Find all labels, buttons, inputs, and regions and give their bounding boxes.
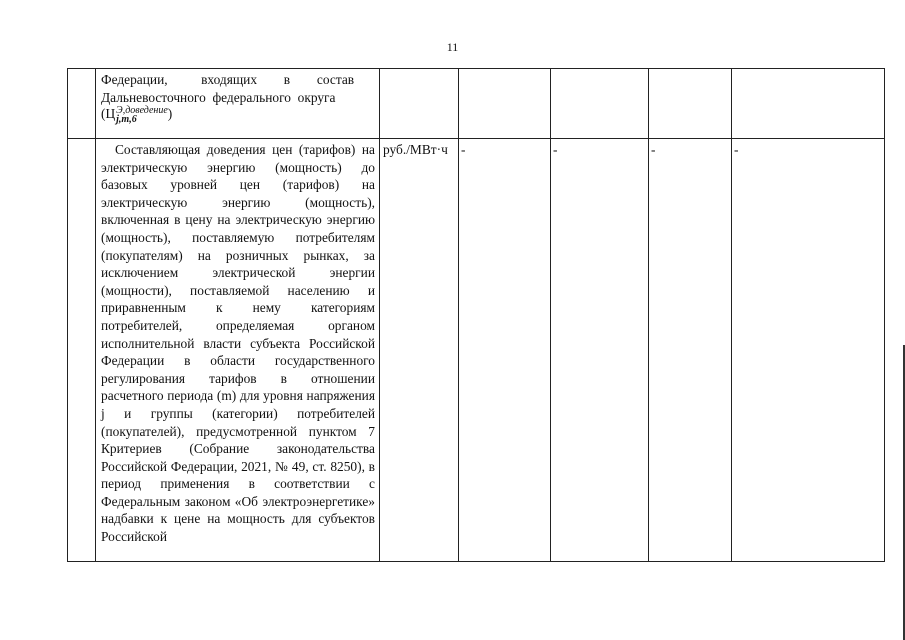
value-cell bbox=[459, 69, 551, 139]
value-text: - bbox=[734, 142, 739, 157]
value-cell bbox=[649, 139, 732, 562]
value-cell bbox=[551, 69, 649, 139]
value-text: - bbox=[553, 142, 558, 157]
value-cell bbox=[551, 139, 649, 562]
value-cell bbox=[459, 139, 551, 562]
description-line: Дальневосточного федерального округа bbox=[101, 89, 336, 105]
value-text: - bbox=[461, 142, 466, 157]
formula-subscript: j,m,6 bbox=[116, 114, 137, 126]
formula-superscript: Э,доведение bbox=[116, 105, 168, 117]
value-cell bbox=[732, 69, 885, 139]
description-cell bbox=[96, 69, 380, 139]
value-cell bbox=[732, 139, 885, 562]
data-table bbox=[67, 68, 885, 562]
unit-cell bbox=[380, 139, 459, 562]
description-line: Федерации, входящих в состав bbox=[101, 72, 355, 87]
table-row bbox=[68, 139, 885, 562]
description-cell bbox=[96, 139, 380, 562]
row-number-cell bbox=[68, 139, 96, 562]
page-number: 11 bbox=[446, 40, 459, 54]
unit-cell bbox=[380, 69, 459, 139]
description-text: Составляющая доведения цен (тарифов) на электрическую энергию (мощность) до базовых уровней цен (тарифов) на электрическую энергию (мощность), включенная в цену на электрическую энергию (мощность), поставляемую потребителям (покупателям) на розничных рынках, за исключением электрической энергии (мощности), поставляемой населению и приравненным к нему категориям потребителей, определяемая органом исполнительной власти субъекта Российской Федерации в области государственного регулирования тарифов в отношении расчетного периода (m) для уровня напряжения j и группы (категории) потребителей (покупателей), предусмотренной пунктом 7 Критериев (Собрание законодательства Российской Федерации, 2021, № 49, ст. 8250), в период применения в соответствии с Федеральным законом «Об электроэнергетике» надбавки к цене на мощность для субъектов Российской bbox=[101, 142, 375, 545]
table-row bbox=[68, 69, 885, 139]
row-number-cell bbox=[68, 69, 96, 139]
value-text: - bbox=[651, 142, 656, 157]
unit-text: руб./МВт·ч bbox=[383, 142, 448, 157]
formula: (Ц Э,доведение j,m,6 ) bbox=[101, 105, 173, 126]
value-cell bbox=[649, 69, 732, 139]
